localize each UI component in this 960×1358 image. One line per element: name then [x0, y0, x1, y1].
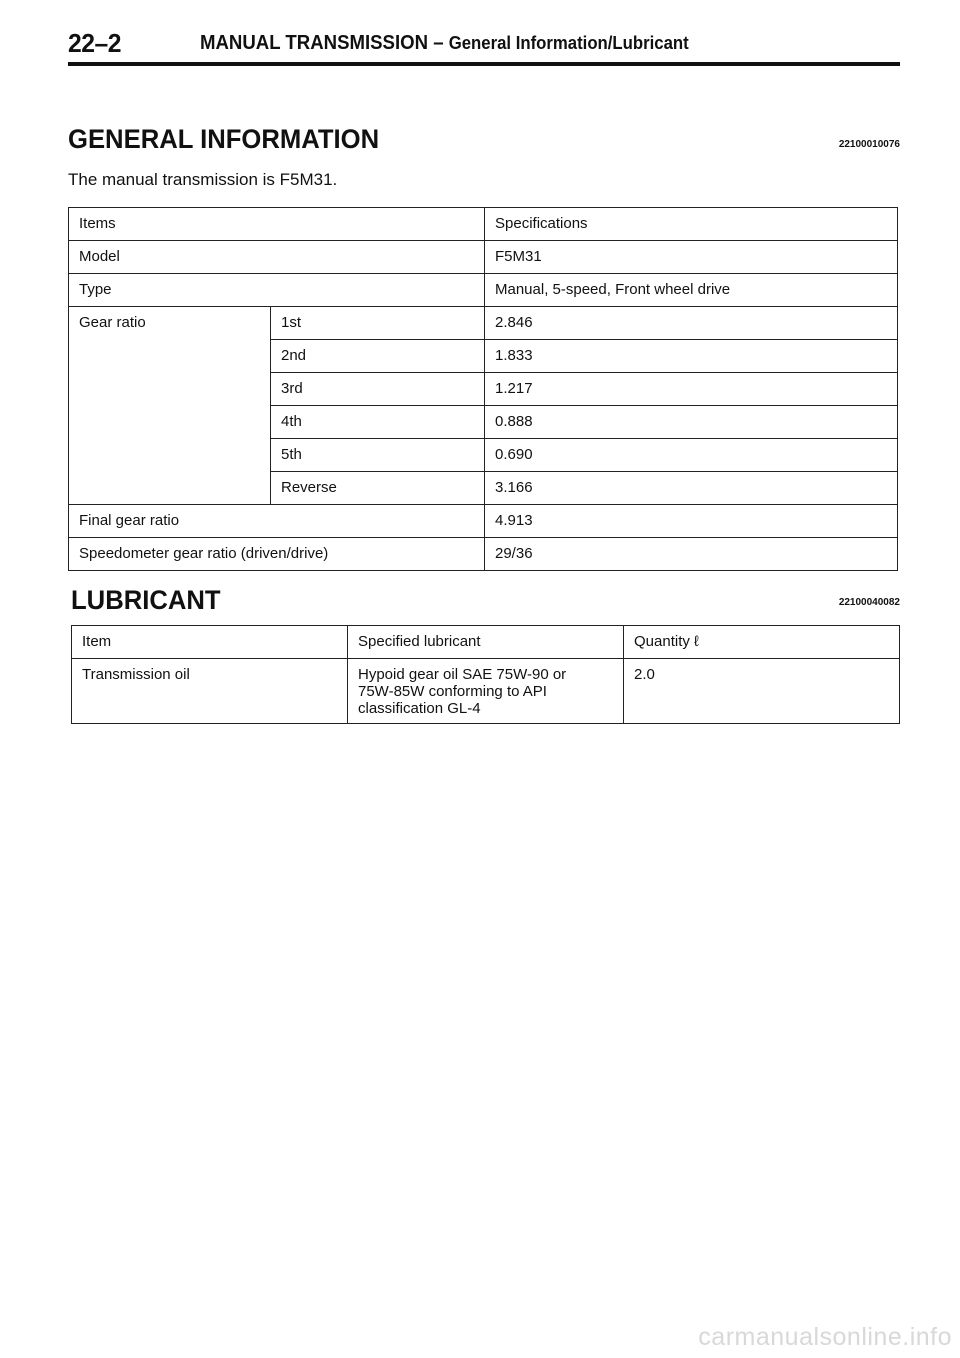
gear-value: 1.833	[485, 340, 898, 373]
watermark: carmanualsonline.info	[698, 1323, 952, 1351]
lubricant-cell: Hypoid gear oil SAE 75W-90 or 75W-85W conforming to API classification GL-4	[348, 659, 624, 724]
table-row	[69, 241, 898, 274]
header-lubricant: Specified lubricant	[348, 626, 624, 659]
table-row	[69, 538, 898, 571]
general-code: 22100010076	[838, 139, 900, 150]
row-label: Model	[69, 241, 485, 274]
table-row	[69, 274, 898, 307]
table-header-row	[69, 208, 898, 241]
row-value: 29/36	[485, 538, 898, 571]
row-label: Speedometer gear ratio (driven/drive)	[69, 538, 485, 571]
header-items: Items	[69, 208, 485, 241]
table-row	[69, 505, 898, 538]
gear-value: 2.846	[485, 307, 898, 340]
gear-label: 3rd	[271, 373, 485, 406]
header-item: Item	[72, 626, 348, 659]
gear-value: 1.217	[485, 373, 898, 406]
title-main: MANUAL TRANSMISSION –	[200, 32, 444, 54]
gear-ratio-label: Gear ratio	[69, 307, 271, 505]
header-quantity: Quantity ℓ	[624, 626, 900, 659]
lubricant-heading: LUBRICANT	[71, 585, 221, 615]
gear-label: 1st	[271, 307, 485, 340]
gear-label: 4th	[271, 406, 485, 439]
table-row	[72, 659, 900, 724]
item-cell: Transmission oil	[72, 659, 348, 724]
row-value: Manual, 5-speed, Front wheel drive	[485, 274, 898, 307]
gear-value: 3.166	[485, 472, 898, 505]
general-heading: GENERAL INFORMATION	[68, 124, 380, 154]
row-label: Type	[69, 274, 485, 307]
lubricant-code: 22100040082	[838, 597, 900, 608]
gear-label: 5th	[271, 439, 485, 472]
title-sub: General Information/Lubricant	[448, 33, 689, 53]
lubricant-table	[71, 625, 900, 724]
quantity-cell: 2.0	[624, 659, 900, 724]
header-rule	[68, 62, 900, 66]
gear-label: Reverse	[271, 472, 485, 505]
gear-value: 0.690	[485, 439, 898, 472]
gear-value: 0.888	[485, 406, 898, 439]
intro-text: The manual transmission is F5M31.	[68, 170, 338, 189]
row-value: F5M31	[485, 241, 898, 274]
page-number: 22–2	[68, 28, 122, 58]
table-row	[69, 307, 898, 340]
header-specifications: Specifications	[485, 208, 898, 241]
table-header-row	[72, 626, 900, 659]
specifications-table	[68, 207, 898, 571]
row-label: Final gear ratio	[69, 505, 485, 538]
row-value: 4.913	[485, 505, 898, 538]
gear-label: 2nd	[271, 340, 485, 373]
page-title	[200, 32, 689, 55]
